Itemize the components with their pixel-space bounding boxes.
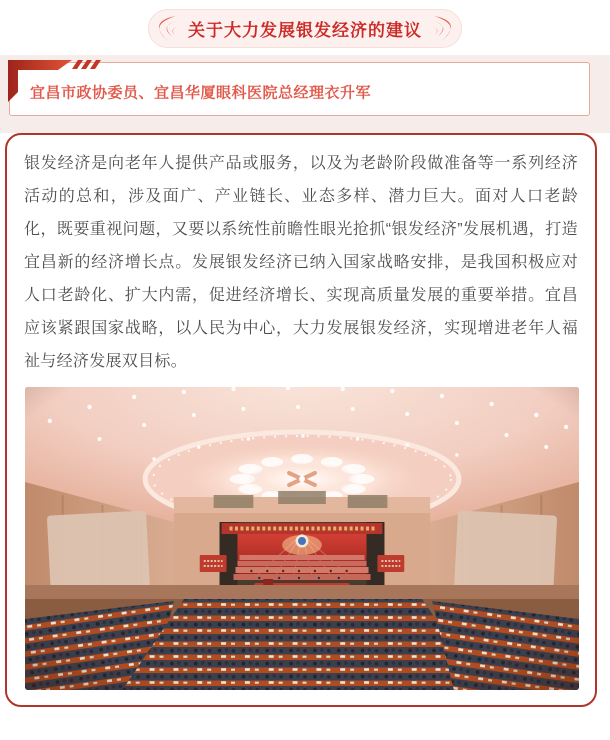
- conference-hall-illustration: [25, 387, 579, 690]
- article-text: 银发经济是向老年人提供产品或服务，以及为老龄阶段做准备等一系列经济活动的总和，涉及面广、产业链长、业态多样、潜力巨大。面对人口老龄化，既要重视问题，又要以系统性前瞻性眼光抢抓“银发经济”发展机遇，打造宜昌新的经济增长点。发展银发经济已纳入国家战略安排，是我国积极应对人口老龄化、扩大内需，促进经济增长、实现高质量发展的重要举措。宜昌应该紧跟国家战略，以人民为中心，大力发展银发经济，实现增进老年人福祉与经济发展双目标。: [24, 155, 578, 370]
- conference-hall-photo[interactable]: [25, 387, 579, 690]
- author-section: [0, 55, 610, 133]
- slashes-icon: [72, 60, 101, 69]
- title-banner: [148, 9, 462, 48]
- article-content-box: [5, 133, 597, 707]
- ribbon-right-icon: [429, 15, 461, 42]
- ribbon-left-icon: [149, 15, 181, 42]
- author-line: 宜昌市政协委员、宜昌华厦眼科医院总经理衣升军: [30, 84, 372, 102]
- author-box: [9, 62, 590, 116]
- title-section: [0, 0, 610, 55]
- page-title: 关于大力发展银发经济的建议: [188, 21, 422, 40]
